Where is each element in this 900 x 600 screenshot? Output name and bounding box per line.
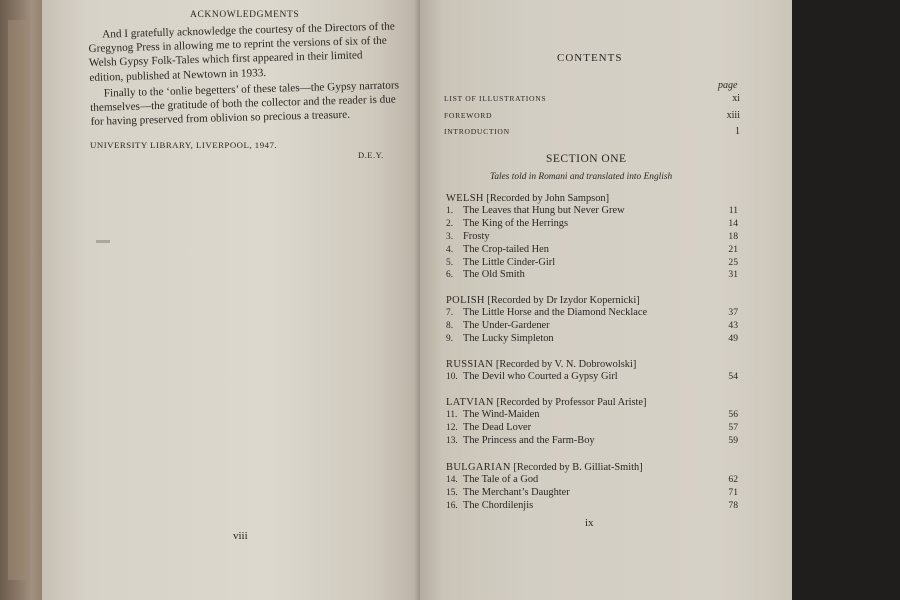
tale-title: The Dead Lover <box>463 421 532 433</box>
tale-number: 9. <box>446 333 454 344</box>
tale-title: The Little Cinder-Girl <box>463 256 556 268</box>
tale-page: 57 <box>728 421 738 433</box>
tale-entry <box>446 307 738 320</box>
acknowledgments-body <box>88 19 401 129</box>
tale-entry <box>446 422 738 435</box>
dark-background <box>790 0 900 600</box>
tale-title: The Lucky Simpleton <box>463 332 554 344</box>
tale-entry <box>446 487 738 500</box>
tale-entry <box>446 474 738 487</box>
tale-entry <box>446 257 738 270</box>
tale-page: 56 <box>728 409 738 420</box>
group-recorder: [Recorded by Professor Paul Ariste] <box>496 397 647 408</box>
tale-number: 12. <box>446 422 458 433</box>
tale-group <box>446 461 738 513</box>
tale-title: Frosty <box>463 230 490 242</box>
tale-number: 8. <box>446 320 454 331</box>
front-matter-item <box>444 127 740 140</box>
left-page <box>42 0 420 600</box>
tale-entry <box>446 371 738 384</box>
tale-number: 2. <box>446 218 454 229</box>
signature-place: UNIVERSITY LIBRARY, LIVERPOOL, 1947. <box>90 140 278 150</box>
tale-page: 43 <box>728 319 738 331</box>
group-heading <box>446 192 738 205</box>
tale-page: 78 <box>728 499 738 511</box>
cover-spine-strip <box>8 20 30 580</box>
tale-number: 4. <box>446 244 454 255</box>
tale-page: 49 <box>728 332 738 344</box>
tale-title: The Wind-Maiden <box>463 409 540 420</box>
tale-number: 11. <box>446 410 458 420</box>
page-mark <box>96 240 110 243</box>
tale-entry <box>446 269 738 282</box>
tale-title: The Chordilenjis <box>463 499 534 511</box>
tale-page: 14 <box>728 217 738 229</box>
group-recorder: [Recorded by John Sampson] <box>486 193 610 204</box>
tale-page: 18 <box>728 230 738 242</box>
tale-number: 15. <box>446 487 458 498</box>
tale-title: The King of the Herrings <box>463 217 569 229</box>
tale-entry <box>446 205 738 218</box>
front-matter-page: xiii <box>726 110 740 121</box>
author-initials: D.E.Y. <box>358 150 384 160</box>
group-heading <box>446 396 738 409</box>
tale-entry <box>446 320 738 333</box>
tale-group <box>446 294 738 346</box>
tale-number: 7. <box>446 308 454 318</box>
group-nationality: LATVIAN <box>446 397 494 408</box>
tale-page: 62 <box>728 474 738 485</box>
group-heading <box>446 358 738 371</box>
group-recorder: [Recorded by V. N. Dobrowolski] <box>495 359 637 370</box>
tale-number: 3. <box>446 231 454 242</box>
tale-number: 14. <box>446 475 458 485</box>
right-folio: ix <box>585 517 594 529</box>
tale-title: The Tale of a God <box>463 474 539 485</box>
front-matter-label: LIST OF ILLUSTRATIONS <box>444 94 547 103</box>
tale-group <box>446 358 738 384</box>
group-heading <box>446 294 738 307</box>
left-folio: viii <box>233 530 248 542</box>
tale-number: 13. <box>446 435 458 446</box>
acknowledgments-paragraph-1: And I gratefully acknowledge the courtesy of the Directors of the Gregynog Press in allowing me to reprint the versions of six of the Welsh Gypsy Folk-Tales which first appeared in their limited edition, published at Newtown in 1933. <box>88 20 395 84</box>
tale-title: The Leaves that Hung but Never Grew <box>463 205 625 216</box>
tale-entry <box>446 218 738 231</box>
front-matter-page: 1 <box>735 126 740 137</box>
tale-entry <box>446 435 738 448</box>
tale-number: 16. <box>446 500 458 511</box>
tale-number: 5. <box>446 257 454 268</box>
group-heading <box>446 461 738 474</box>
acknowledgments-paragraph-2: Finally to the ‘onlie begetters’ of these tales—the Gypsy narrators themselves—the gratitude of both the collector and the reader is due for having preserved from oblivion so precious a treasure. <box>90 79 400 129</box>
group-nationality: WELSH <box>446 193 484 204</box>
front-matter-item <box>444 94 740 107</box>
tale-title: The Under-Gardener <box>463 319 550 331</box>
group-recorder: [Recorded by Dr Izydor Kopernicki] <box>487 295 640 306</box>
acknowledgments-heading: ACKNOWLEDGMENTS <box>190 10 300 20</box>
tale-group <box>446 192 738 282</box>
section-title: SECTION ONE <box>546 153 627 165</box>
page-column-label: page <box>718 80 738 91</box>
tale-page: 25 <box>728 256 738 268</box>
group-recorder: [Recorded by B. Gilliat-Smith] <box>513 462 643 473</box>
front-matter-page: xi <box>732 93 740 104</box>
contents-title: CONTENTS <box>557 52 623 64</box>
tale-entry <box>446 244 738 257</box>
group-nationality: BULGARIAN <box>446 462 511 473</box>
front-matter-label: FOREWORD <box>444 111 493 120</box>
tale-page: 59 <box>728 434 738 446</box>
tale-page: 54 <box>728 371 738 382</box>
tale-title: The Little Horse and the Diamond Necklace <box>463 307 648 318</box>
tale-page: 37 <box>728 307 738 318</box>
book-cover-edge <box>0 0 46 600</box>
tale-title: The Merchant’s Daughter <box>463 486 570 498</box>
tale-number: 1. <box>446 206 454 216</box>
tale-title: The Old Smith <box>463 269 525 281</box>
group-nationality: POLISH <box>446 295 485 306</box>
tale-entry <box>446 231 738 244</box>
tale-entry <box>446 333 738 346</box>
front-matter-item <box>444 111 740 124</box>
tale-title: The Devil who Courted a Gypsy Girl <box>463 371 618 382</box>
front-matter-label: INTRODUCTION <box>444 127 510 136</box>
tale-title: The Princess and the Farm-Boy <box>463 434 595 446</box>
tale-number: 6. <box>446 270 454 281</box>
tale-group <box>446 396 738 448</box>
tale-page: 21 <box>728 243 738 255</box>
tale-entry <box>446 500 738 513</box>
section-subtitle: Tales told in Romani and translated into English <box>490 172 673 182</box>
tale-number: 10. <box>446 372 458 382</box>
tale-title: The Crop-tailed Hen <box>463 243 549 255</box>
tale-page: 31 <box>728 269 738 281</box>
tale-entry <box>446 409 738 422</box>
tale-page: 71 <box>728 486 738 498</box>
tale-page: 11 <box>728 205 738 216</box>
group-nationality: RUSSIAN <box>446 359 494 370</box>
